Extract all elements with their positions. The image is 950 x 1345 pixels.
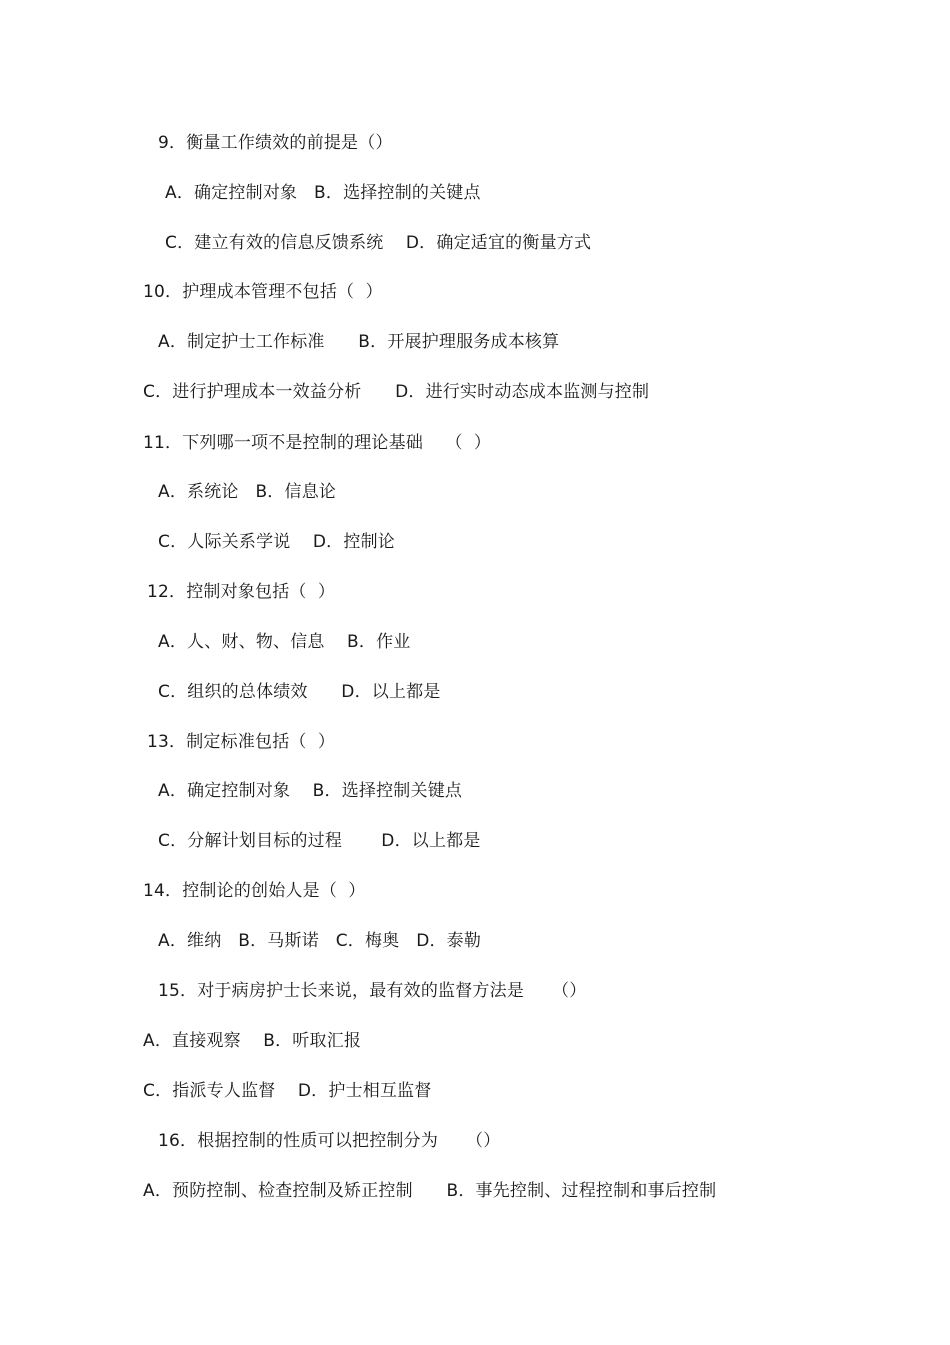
question-9-stem: 9．衡量工作绩效的前提是（） — [158, 133, 393, 153]
question-16-stem: 16．根据控制的性质可以把控制分为 （） — [158, 1131, 501, 1151]
question-10-stem: 10．护理成本管理不包括（ ） — [143, 282, 383, 302]
question-15-stem: 15．对于病房护士长来说，最有效的监督方法是 （） — [158, 981, 587, 1001]
question-14-stem: 14．控制论的创始人是（ ） — [143, 881, 366, 901]
question-9-options-cd: C．建立有效的信息反馈系统 D．确定适宜的衡量方式 — [165, 233, 592, 253]
question-13-options-cd: C．分解计划目标的过程 D．以上都是 — [158, 831, 481, 851]
question-11-options-cd: C．人际关系学说 D．控制论 — [158, 532, 395, 552]
question-12-options-cd: C．组织的总体绩效 D．以上都是 — [158, 682, 441, 702]
question-16-options-ab: A．预防控制、检查控制及矫正控制 B．事先控制、过程控制和事后控制 — [143, 1181, 717, 1201]
question-15-options-cd: C．指派专人监督 D．护士相互监督 — [143, 1081, 432, 1101]
question-11-options-ab: A．系统论 B．信息论 — [158, 482, 337, 502]
question-11-stem: 11．下列哪一项不是控制的理论基础 （ ） — [143, 433, 492, 453]
question-14-options: A．维纳 B．马斯诺 C．梅奥 D．泰勒 — [158, 931, 482, 951]
question-13-options-ab: A．确定控制对象 B．选择控制关键点 — [158, 781, 463, 801]
question-10-options-ab: A．制定护士工作标准 B．开展护理服务成本核算 — [158, 332, 560, 352]
question-12-stem: 12．控制对象包括（ ） — [147, 582, 336, 602]
question-13-stem: 13．制定标准包括（ ） — [147, 732, 336, 752]
question-9-options-ab: A．确定控制对象 B．选择控制的关键点 — [165, 183, 481, 203]
question-12-options-ab: A．人、财、物、信息 B．作业 — [158, 632, 411, 652]
question-15-options-ab: A．直接观察 B．听取汇报 — [143, 1031, 362, 1051]
question-10-options-cd: C．进行护理成本一效益分析 D．进行实时动态成本监测与控制 — [143, 382, 650, 402]
